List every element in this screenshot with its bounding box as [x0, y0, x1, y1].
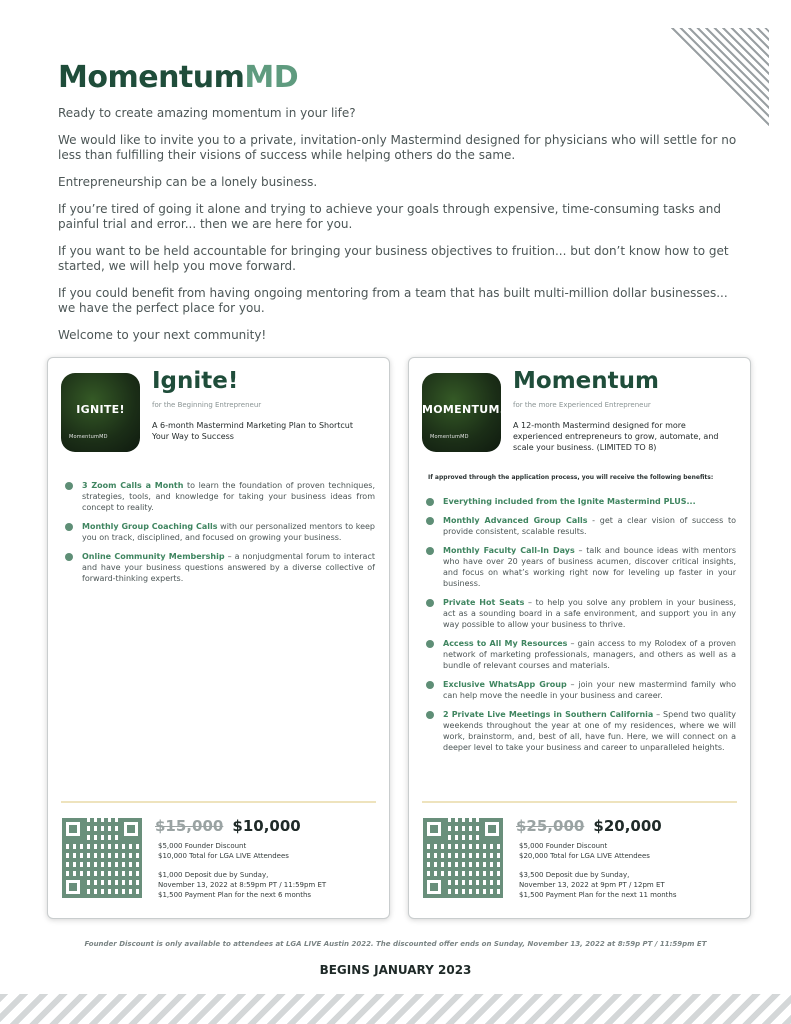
ignite-price-row [155, 816, 301, 835]
benefit-highlight: Monthly Faculty Call-In Days [443, 546, 575, 555]
benefit-highlight: Exclusive WhatsApp Group [443, 680, 567, 689]
old-price: $15,000 [155, 817, 224, 835]
qr-code-icon[interactable] [62, 818, 142, 898]
price-detail-line: $5,000 Founder Discount [519, 842, 608, 850]
benefit-item [426, 679, 736, 701]
benefit-text: – Spend two quality weekends throughout the year at one of my residences, where we will work, brainstorm, and, best of all, have fun. Here, we will connect on a deeper level to take your business and career to unparalleled heights. [443, 710, 736, 752]
momentum-icon-title: MOMENTUM. [422, 403, 505, 416]
price-detail-line: November 13, 2022 at 8:59pm PT / 11:59pm ET [158, 881, 327, 889]
brand-logo [58, 60, 298, 95]
benefit-item [426, 545, 736, 589]
price-detail-line: $20,000 Total for LGA LIVE Attendees [519, 852, 650, 860]
price-detail-line: $10,000 Total for LGA LIVE Attendees [158, 852, 289, 860]
price-detail-line: $1,000 Deposit due by Sunday, [158, 871, 269, 879]
founder-discount-note: Founder Discount is only available to attendees at LGA LIVE Austin 2022. The discounted offer ends on Sunday, November 13, 2022 at 8:59p PT / 11:59pm ET [84, 940, 707, 948]
benefit-text: – to help you solve any problem in your business, act as a sounding board in a safe environment, and support you in any way possible to allow your business to thrive. [443, 598, 736, 629]
brand-logo-part2: MD [244, 60, 299, 95]
benefit-highlight: Online Community Membership [82, 552, 225, 561]
momentum-subtitle: for the more Experienced Entrepreneur [513, 401, 651, 409]
ignite-price-details [158, 841, 383, 900]
momentum-card [408, 357, 751, 919]
price-detail-line: $1,500 Payment Plan for the next 6 months [158, 891, 312, 899]
price-detail-line: $5,000 Founder Discount [158, 842, 247, 850]
new-price: $20,000 [593, 817, 662, 835]
ignite-icon-title: IGNITE! [76, 403, 125, 416]
bottom-stripes-decoration [0, 994, 791, 1024]
bullet-dot-icon [426, 711, 434, 719]
begins-date: BEGINS JANUARY 2023 [319, 963, 472, 977]
momentum-description: A 12-month Mastermind designed for more experienced entrepreneurs to grow, automate, and scale your business. (LIMITED TO 8) [513, 421, 719, 452]
benefit-highlight: Monthly Group Coaching Calls [82, 522, 218, 531]
benefit-text: – join your new mastermind family who can help move the needle in your business and career. [443, 680, 736, 700]
bullet-dot-icon [426, 640, 434, 648]
momentum-icon-brand: MomentumMD [430, 434, 469, 440]
bullet-dot-icon [65, 523, 73, 531]
momentum-benefits-note: If approved through the application process, you will receive the following benefits: [428, 474, 714, 481]
benefit-text: - get a clear vision of success to provide consistent, scalable results. [443, 516, 736, 536]
card-divider [422, 801, 737, 803]
momentum-price-details [519, 841, 744, 900]
price-detail-line: $1,500 Payment Plan for the next 11 months [519, 891, 677, 899]
bullet-dot-icon [426, 517, 434, 525]
benefit-item [65, 480, 375, 513]
old-price: $25,000 [516, 817, 585, 835]
bullet-dot-icon [65, 482, 73, 490]
benefit-highlight: Monthly Advanced Group Calls [443, 516, 588, 525]
benefit-item [65, 551, 375, 584]
intro-paragraph: Ready to create amazing momentum in your life? [58, 106, 356, 120]
momentum-price-row [516, 816, 662, 835]
ignite-benefits-list [65, 480, 375, 592]
bullet-dot-icon [426, 599, 434, 607]
ignite-app-icon [61, 373, 140, 452]
bullet-dot-icon [426, 547, 434, 555]
benefit-item [426, 638, 736, 671]
benefit-text: – gain access to my Rolodex of a proven network of marketing professionals, managers, and others as well as a bundle of relevant courses and materials. [443, 639, 737, 670]
card-divider [61, 801, 376, 803]
benefit-highlight: Private Hot Seats [443, 598, 525, 607]
price-detail-line: $3,500 Deposit due by Sunday, [519, 871, 630, 879]
price-detail-line: November 13, 2022 at 9pm PT / 12pm ET [519, 881, 665, 889]
benefit-text: – talk and bounce ideas with mentors who have over 20 years of business acumen, discover critical insights, and focus on what’s working right now for leveling up faster in your business. [443, 546, 736, 588]
benefit-highlight: 3 Zoom Calls a Month [82, 481, 184, 490]
bullet-dot-icon [426, 498, 434, 506]
ignite-icon-brand: MomentumMD [69, 434, 108, 440]
benefit-item [426, 709, 736, 753]
intro-paragraph: If you want to be held accountable for bringing your business objectives to fruition... but don’t know how to get started, we will help you move forward. [58, 244, 729, 273]
intro-text [58, 106, 748, 355]
benefit-highlight: 2 Private Live Meetings in Southern California [443, 710, 654, 719]
new-price: $10,000 [232, 817, 301, 835]
intro-paragraph: If you’re tired of going it alone and trying to achieve your goals through expensive, time-consuming tasks and painful trial and error... then we are here for you. [58, 202, 722, 231]
momentum-title: Momentum [513, 368, 659, 394]
benefit-text: with our personalized mentors to keep you on track, disciplined, and focused on growing your business. [82, 522, 376, 542]
bullet-dot-icon [426, 681, 434, 689]
benefit-item [426, 515, 736, 537]
benefit-highlight: Access to All My Resources [443, 639, 568, 648]
benefit-item [426, 496, 736, 507]
intro-paragraph: Welcome to your next community! [58, 328, 267, 342]
ignite-card [47, 357, 390, 919]
ignite-subtitle: for the Beginning Entrepreneur [152, 401, 262, 409]
benefit-item [65, 521, 375, 543]
ignite-description: A 6-month Mastermind Marketing Plan to Shortcut Your Way to Success [152, 421, 354, 441]
benefit-text: – a nonjudgmental forum to interact and have your business questions answered by a diverse collective of forward-thinking experts. [82, 552, 375, 583]
intro-paragraph: If you could benefit from having ongoing mentoring from a team that has built multi-million dollar businesses... we have the perfect place for you. [58, 286, 728, 315]
intro-paragraph: Entrepreneurship can be a lonely business. [58, 175, 318, 189]
intro-paragraph: We would like to invite you to a private, invitation-only Mastermind designed for physicians who will settle for no less than fulfilling their visions of success while helping others do the same. [58, 133, 737, 162]
bullet-dot-icon [65, 553, 73, 561]
benefit-text: to learn the foundation of proven techniques, strategies, tools, and knowledge for taking your business ideas from concept to reality. [82, 481, 376, 512]
benefit-highlight: Everything included from the Ignite Mastermind PLUS... [443, 497, 696, 506]
qr-code-icon[interactable] [423, 818, 503, 898]
momentum-app-icon [422, 373, 505, 452]
momentum-benefits-list [426, 496, 736, 761]
brand-logo-part1: Momentum [58, 60, 245, 95]
benefit-item [426, 597, 736, 630]
ignite-title: Ignite! [152, 368, 239, 394]
